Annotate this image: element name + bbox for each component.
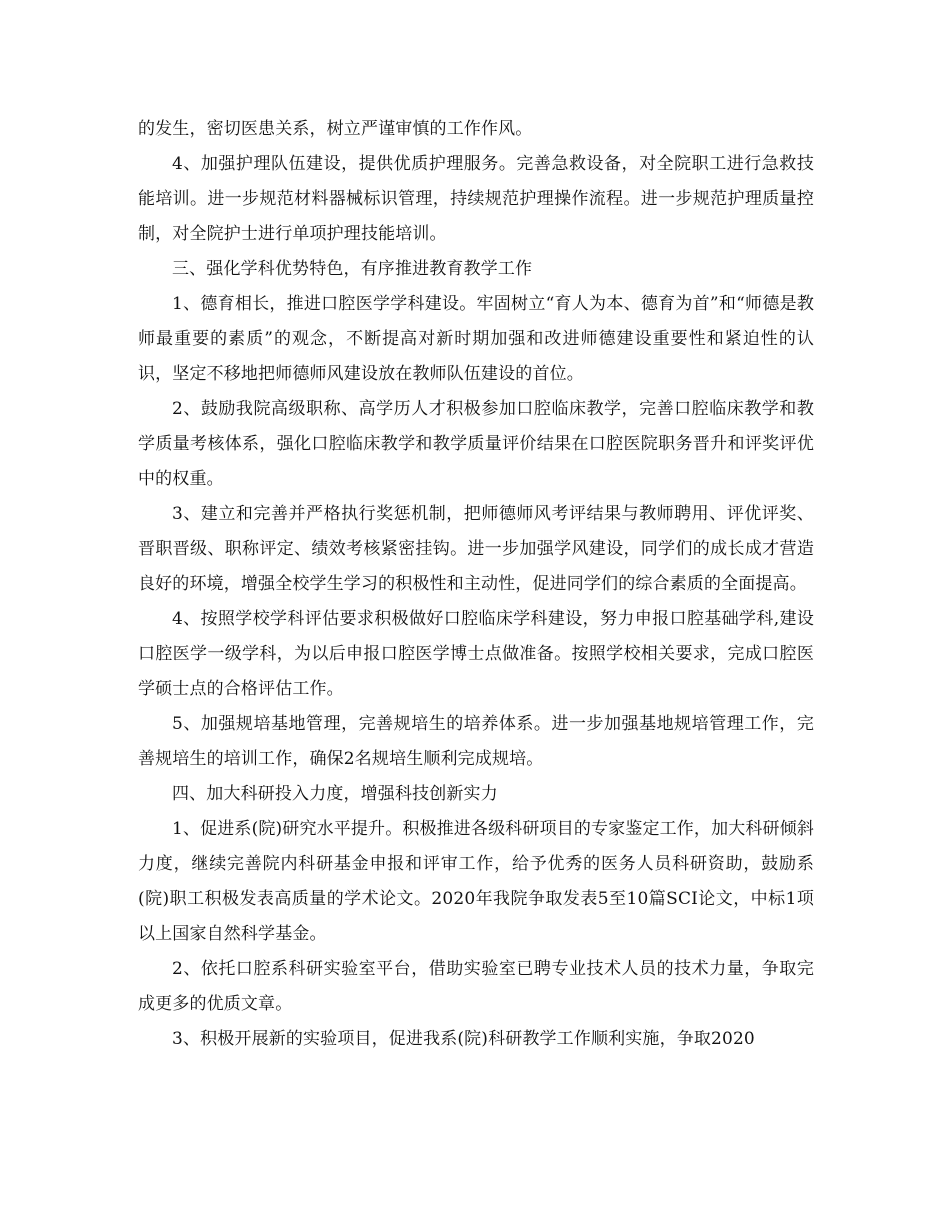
paragraph-moral-education: 1、德育相长，推进口腔医学学科建设。牢固树立“育人为本、德育为首”和“师德是教师最重要的素质”的观念，不断提高对新时期加强和改进师德建设重要性和紧迫性的认识，坚定不移地把师德师风建设放在教师队伍建设的首位。 [138, 294, 814, 384]
paragraph-lab-platform: 2、依托口腔系科研实验室平台，借助实验室已聘专业技术人员的技术力量，争取完成更多的优质文章。 [138, 959, 814, 1014]
paragraph-discipline-evaluation: 4、按照学校学科评估要求积极做好口腔临床学科建设，努力申报口腔基础学科,建设口腔医学一级学科，为以后申报口腔医学博士点做准备。按照学校相关要求，完成口腔医学硕士点的合格评估工作。 [138, 609, 814, 699]
document-page [138, 112, 814, 1057]
paragraph-research-level: 1、促进系(院)研究水平提升。积极推进各级科研项目的专家鉴定工作，加大科研倾斜力度，继续完善院内科研基金申报和评审工作，给予优秀的医务人员科研资助，鼓励系(院)职工积极发表高质量的学术论文。2020年我院争取发表5至10篇SCI论文，中标1项以上国家自然科学基金。 [138, 819, 814, 944]
paragraph-new-projects: 3、积极开展新的实验项目，促进我系(院)科研教学工作顺利实施，争取2020 [172, 1029, 755, 1049]
section-heading-research: 四、加大科研投入力度，增强科技创新实力 [172, 784, 498, 804]
paragraph-clinical-teaching: 2、鼓励我院高级职称、高学历人才积极参加口腔临床教学，完善口腔临床教学和教学质量考核体系，强化口腔临床教学和教学质量评价结果在口腔医院职务晋升和评奖评优中的权重。 [138, 399, 814, 489]
paragraph-reward-mechanism: 3、建立和完善并严格执行奖惩机制，把师德师风考评结果与教师聘用、评优评奖、晋职晋级、职称评定、绩效考核紧密挂钩。进一步加强学风建设，同学们的成长成才营造良好的环境，增强全校学生学习的积极性和主动性，促进同学们的综合素质的全面提高。 [138, 504, 814, 594]
paragraph-training-base: 5、加强规培基地管理，完善规培生的培养体系。进一步加强基地规培管理工作，完善规培生的培训工作，确保2名规培生顺利完成规培。 [138, 714, 814, 769]
paragraph-nursing-team: 4、加强护理队伍建设，提供优质护理服务。完善急救设备，对全院职工进行急救技能培训。进一步规范材料器械标识管理，持续规范护理操作流程。进一步规范护理质量控制，对全院护士进行单项护理技能培训。 [138, 154, 814, 244]
paragraph-continuation: 的发生，密切医患关系，树立严谨审慎的工作作风。 [138, 119, 533, 139]
section-heading-teaching: 三、强化学科优势特色，有序推进教育教学工作 [172, 259, 533, 279]
